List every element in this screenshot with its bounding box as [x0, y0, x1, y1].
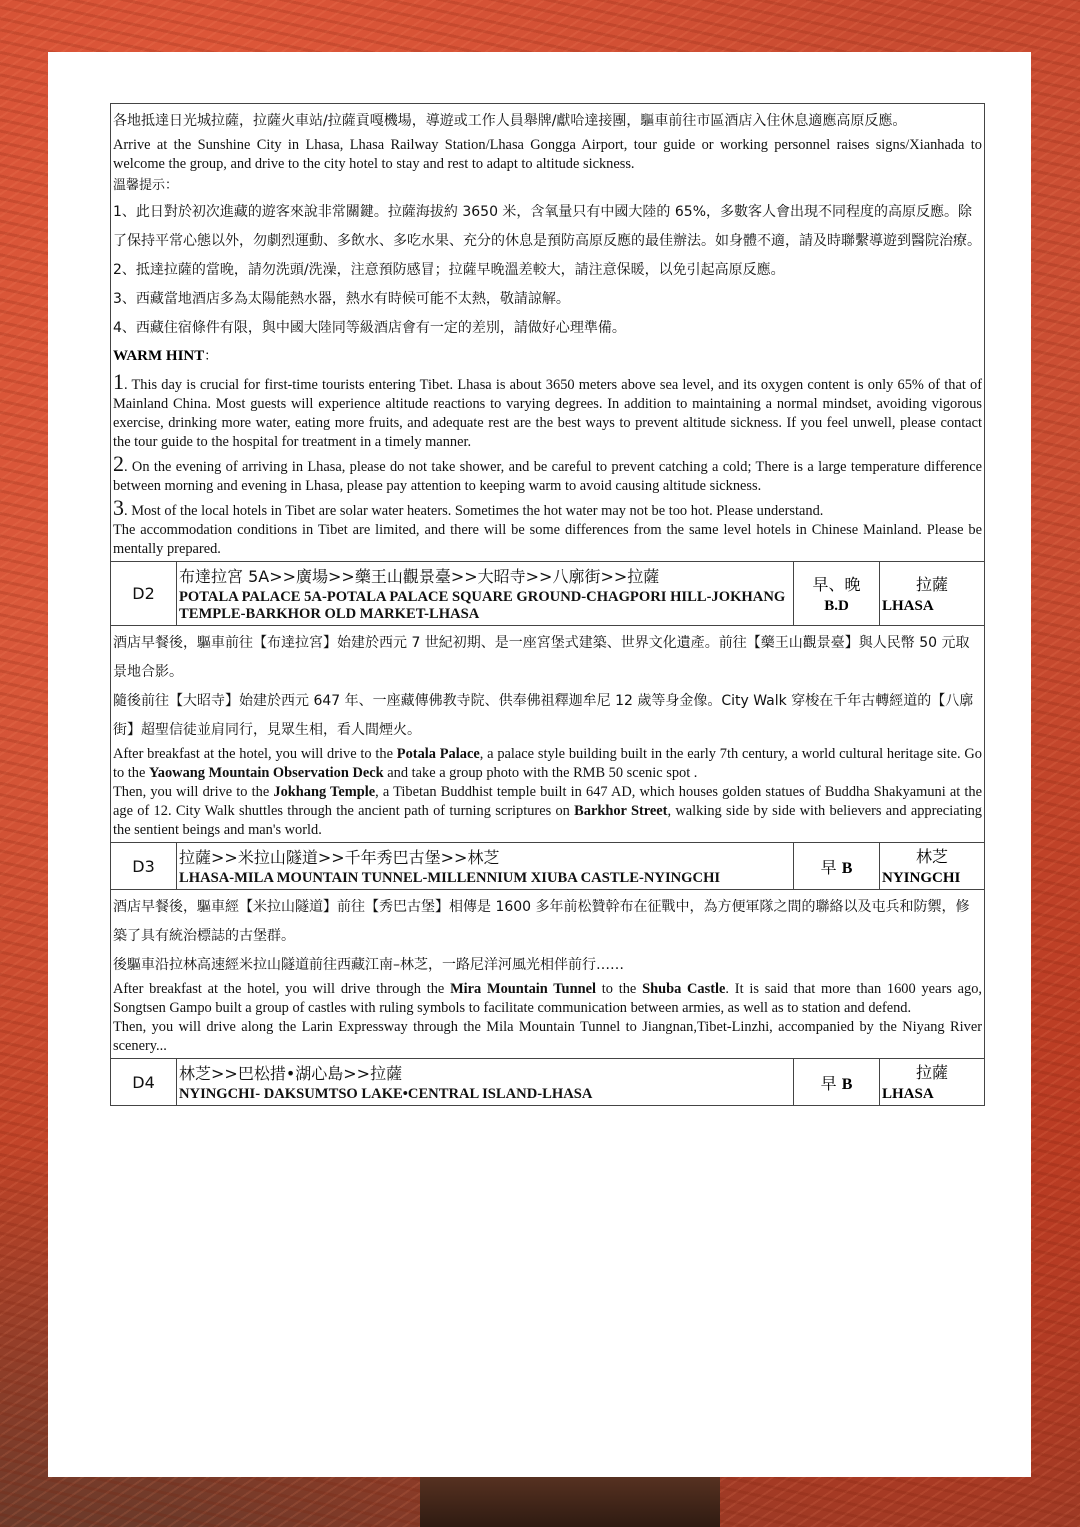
- day2-meal-en: B.D: [824, 597, 849, 614]
- itinerary-table: [110, 103, 985, 1106]
- day4-code: D4: [111, 1059, 177, 1105]
- day4-stay-en: LHASA: [882, 1086, 934, 1102]
- day3-en-p1: After breakfast at the hotel, you will drive through the Mira Mountain Tunnel to the Shuba Castle. It is said that more than 1600 years ago, Songtsen Gampo built a group of castles with ruling symbols to facilitate communication between armies, as well as to station and defend.: [113, 981, 982, 1016]
- day3-stay-en: NYINGCHI: [882, 870, 961, 886]
- day3-stay: [880, 843, 984, 889]
- day2-en-p1: After breakfast at the hotel, you will drive to the Potala Palace, a palace style building built in the early 7th century, a world cultural heritage site. Go to the Yaowang Mountain Observation Deck and take a group photo with the RMB 50 scenic spot .: [113, 746, 983, 781]
- day1-details: [111, 104, 984, 562]
- day2-stay-zh: 拉薩: [915, 574, 948, 594]
- day2-details: [111, 626, 984, 843]
- day3-header-row: [111, 843, 984, 890]
- day1-zh-intro: 各地抵達日光城拉薩，拉薩火車站/拉薩貢嘎機場，導遊或工作人員舉牌/獻哈達接團，驅車前往市區酒店入住休息適應高原反應。: [113, 113, 907, 129]
- day3-meals: [794, 843, 880, 889]
- day2-route-en: POTALA PALACE 5A-POTALA PALACE SQUARE GROUND-CHAGPORI HILL-JOKHANG TEMPLE-BARKHOR OLD MARKET-LHASA: [179, 589, 786, 622]
- day3-route-en: LHASA-MILA MOUNTAIN TUNNEL-MILLENNIUM XIUBA CASTLE-NYINGCHI: [179, 870, 721, 886]
- day3-route: [177, 843, 794, 889]
- day1-en-intro: Arrive at the Sunshine City in Lhasa, Lhasa Railway Station/Lhasa Gongga Airport, tour guide or working personnel raises signs/Xianhada to welcome the group, and drive to the city hotel to stay and rest to adapt to altitude sickness.: [113, 137, 982, 172]
- day4-route-en: NYINGCHI- DAKSUMTSO LAKE•CENTRAL ISLAND-LHASA: [179, 1086, 593, 1102]
- day3-details: [111, 890, 984, 1059]
- day4-meals: [794, 1059, 880, 1105]
- day2-stay-en: LHASA: [882, 597, 934, 614]
- en-hint-3: 3. Most of the local hotels in Tibet are solar water heaters. Sometimes the hot water may not be too hot. Please understand.: [113, 495, 824, 520]
- en-hint-title: WARM HINT：: [113, 348, 218, 364]
- en-hint-2: 2. On the evening of arriving in Lhasa, please do not take shower, and be careful to prevent catching a cold; There is a large temperature difference between morning and evening in Lhasa, please pay attention to keeping warm to avoid causing altitude sickness.: [113, 451, 982, 494]
- day2-header-row: [111, 562, 984, 626]
- en-hint-1: 1. This day is crucial for first-time tourists entering Tibet. Lhasa is about 3650 meters above sea level, and its oxygen content is only 65% of that of Mainland China. Most guests will experience altitude reactions to varying degrees. In addition to maintaining a normal mindset, avoiding vigorous exercise, drinking more water, eating more fruits, and adequate rest are the best ways to prevent altitude sickness. If you feel unwell, please contact the tour guide to the hospital for treatment in a timely manner.: [113, 369, 982, 450]
- day4-meal: 早 B: [820, 1073, 853, 1093]
- day4-stay: [880, 1059, 984, 1105]
- day3-route-zh: 拉薩>>米拉山隧道>>千年秀巴古堡>>林芝: [179, 848, 500, 867]
- day2-en-p2: Then, you will drive to the Jokhang Temple, a Tibetan Buddhist temple built in 647 AD, which houses golden statues of Buddha Shakyamuni at the age of 12. City Walk shuttles through the ancient path of turning scriptures on Barkhor Street, walking side by side with believers and appreciating the sentient beings and man's world.: [113, 784, 982, 838]
- day2-route: [177, 562, 794, 625]
- day4-stay-zh: 拉薩: [915, 1063, 948, 1082]
- zh-hint-2: 2、抵達拉薩的當晚，請勿洗頭/洗澡，注意預防感冒；拉薩早晚溫差較大，請注意保暖，以免引起高原反應。: [113, 262, 785, 278]
- zh-hint-title: 溫馨提示：: [113, 178, 179, 193]
- day2-zh-p2: 隨後前往【大昭寺】始建於西元 647 年、一座藏傳佛教寺院、供奉佛祖釋迦牟尼 12 歲等身金像。City Walk 穿梭在千年古轉經道的【八廓街】超聖信徒並肩同行，見眾生相，看人間煙火。: [113, 693, 974, 738]
- day3-code: D3: [111, 843, 177, 889]
- day2-meal-zh: 早、晚: [812, 574, 861, 594]
- day3-en-p2: Then, you will drive along the Larin Expressway through the Mila Mountain Tunnel to Jiangnan,Tibet-Linzhi, accompanied by the Niyang River scenery...: [113, 1019, 982, 1054]
- zh-hint-3: 3、西藏當地酒店多為太陽能熱水器，熱水有時候可能不太熱，敬請諒解。: [113, 291, 570, 307]
- day2-zh-p1: 酒店早餐後，驅車前往【布達拉宮】始建於西元 7 世紀初期、是一座宮堡式建築、世界文化遺產。前往【藥王山觀景臺】與人民幣 50 元取景地合影。: [113, 635, 970, 680]
- day4-route-zh: 林芝>>巴松措•湖心島>>拉薩: [179, 1064, 403, 1083]
- itinerary-page: [48, 52, 1031, 1477]
- day3-meal: 早 B: [820, 857, 853, 877]
- day2-code: D2: [111, 562, 177, 625]
- day2-route-zh: 布達拉宮 5A>>廣場>>藥王山觀景臺>>大昭寺>>八廓街>>拉薩: [179, 567, 660, 586]
- zh-hint-1: 1、此日對於初次進藏的遊客來說非常關鍵。拉薩海拔約 3650 米，含氧量只有中國大陸的 65%，多數客人會出現不同程度的高原反應。除了保持平常心態以外，勿劇烈運動、多飲水、多吃水果、充分的休息是預防高原反應的最佳辦法。如身體不適，請及時聯繫導遊到醫院治療。: [113, 204, 981, 249]
- day3-zh-p1: 酒店早餐後，驅車經【米拉山隧道】前往【秀巴古堡】相傳是 1600 多年前松贊幹布在征戰中，為方便軍隊之間的聯絡以及屯兵和防禦，修築了具有統治標誌的古堡群。: [113, 899, 970, 944]
- day2-stay: [880, 562, 984, 625]
- day3-stay-zh: 林芝: [915, 847, 948, 866]
- day4-header-row: [111, 1059, 984, 1105]
- day4-route: [177, 1059, 794, 1105]
- en-hint-4: The accommodation conditions in Tibet are limited, and there will be some differences from the same level hotels in Chinese Mainland. Please be mentally prepared.: [113, 522, 982, 557]
- zh-hint-4: 4、西藏住宿條件有限，與中國大陸同等級酒店會有一定的差別，請做好心理準備。: [113, 320, 626, 336]
- day3-zh-p2: 後驅車沿拉林高速經米拉山隧道前往西藏江南–林芝，一路尼洋河風光相伴前行……: [113, 957, 624, 973]
- day2-meals: [794, 562, 880, 625]
